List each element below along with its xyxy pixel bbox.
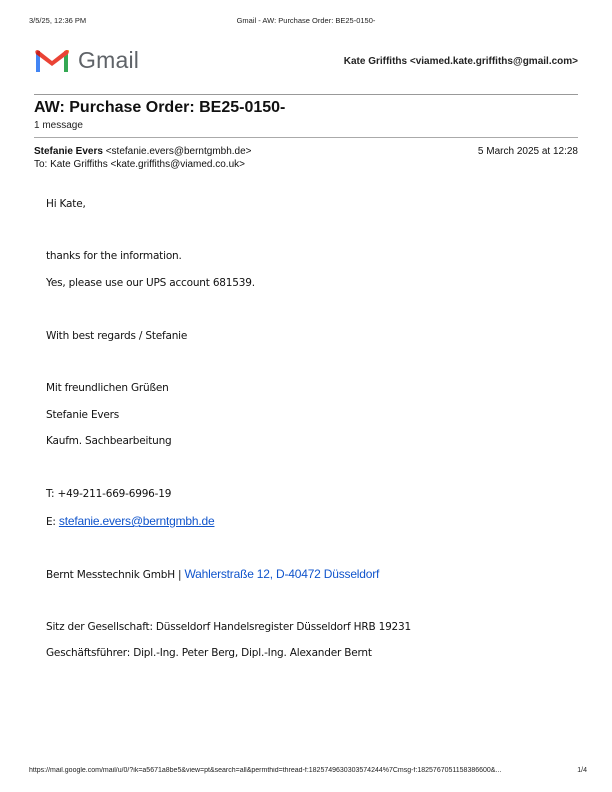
gmail-wordmark: Gmail: [78, 47, 140, 73]
signature-company: Bernt Messtechnik GmbH |: [46, 569, 185, 581]
print-title: Gmail - AW: Purchase Order: BE25-0150-: [236, 16, 376, 25]
message-to: To: Kate Griffiths <kate.griffiths@viamed.co.uk>: [34, 159, 245, 170]
signature-email-label: E:: [46, 516, 59, 528]
print-page-number: 1/4: [577, 767, 587, 774]
print-date: 3/5/25, 12:36 PM: [29, 16, 87, 25]
body-german-signoff: Mit freundlichen Grüßen: [46, 382, 169, 394]
print-url: https://mail.google.com/mail/u/0/?ik=a5671a8be5&view=pt&search=all&permthid=thread-f:1825749630303574244%7Cmsg-f:1825767051158386600&...: [29, 767, 502, 774]
body-greeting: Hi Kate,: [46, 198, 86, 210]
gmail-m-icon: [34, 47, 70, 74]
body-line-1: thanks for the information.: [46, 250, 182, 262]
print-header: [0, 16, 612, 28]
body-line-2: Yes, please use our UPS account 681539.: [46, 277, 255, 289]
sender-name: Stefanie Evers: [34, 146, 103, 157]
account-label: Kate Griffiths <viamed.kate.griffiths@gmail.com>: [343, 56, 578, 67]
signature-company-row: [46, 567, 379, 581]
signature-phone: T: +49-211-669-6996-19: [46, 488, 172, 500]
signature-registry: Sitz der Gesellschaft: Düsseldorf Handelsregister Düsseldorf HRB 19231: [46, 621, 411, 633]
header-divider: [34, 94, 578, 95]
signature-name: Stefanie Evers: [46, 409, 120, 421]
signature-address-link[interactable]: Wahlerstraße 12, D-40472 Düsseldorf: [184, 567, 380, 581]
message-from: [34, 146, 252, 157]
body-signoff: With best regards / Stefanie: [46, 330, 188, 342]
subject-divider: [34, 137, 578, 138]
signature-role: Kaufm. Sachbearbeitung: [46, 435, 172, 447]
message-date: 5 March 2025 at 12:28: [477, 146, 578, 157]
signature-directors: Geschäftsführer: Dipl.-Ing. Peter Berg, Dipl.-Ing. Alexander Bernt: [46, 647, 372, 659]
sender-email: <stefanie.evers@berntgmbh.de>: [105, 146, 252, 157]
signature-email-row: [46, 514, 214, 528]
thread-subject: AW: Purchase Order: BE25-0150-: [34, 99, 286, 116]
message-count: 1 message: [34, 120, 83, 131]
signature-email-link[interactable]: stefanie.evers@berntgmbh.de: [58, 514, 215, 528]
